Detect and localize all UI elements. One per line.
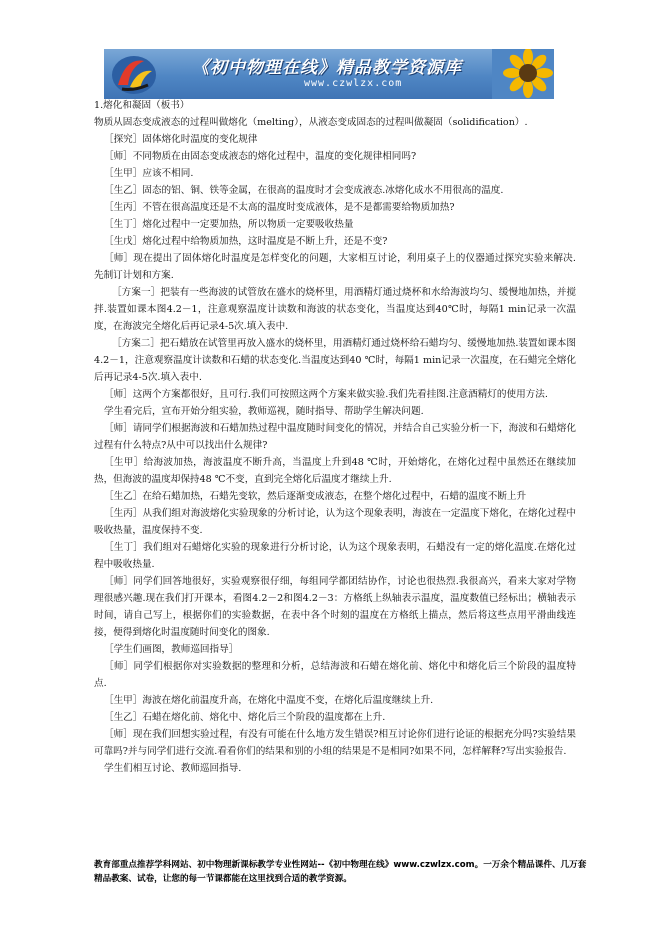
page-footer: 教育部重点推荐学科网站、初中物理新课标教学专业性网站--《初中物理在线》www.czwlzx.com。一万余个精品课件、几万套精品教案、试卷，让您的每一节课都能在这里找到合适的教学资源。 [94,860,587,884]
dialogue-line: ［生甲］给海波加热，海波温度不断升高，当温度上升到48 ℃时，开始熔化，在熔化过程中虽然还在继续加热，但海波的温度却保持48 ℃不变，直到完全熔化后温度才继续上升. [94,457,576,485]
plan-two-paragraph: ［方案二］把石蜡放在试管里再放入盛水的烧杯里，用酒精灯通过烧杯给石蜡均匀、缓慢地加热.装置如课本图4.2－1，注意观察温度计读数和石蜡的状态变化.当温度达到40 ℃时，每隔1 min记录一次温度，在石蜡完全熔化后再记录4-5次.填入表中. [94,338,576,383]
dialogue-line: ［生甲］海波在熔化前温度升高，在熔化中温度不变，在熔化后温度继续上升. [104,695,434,706]
dialogue-line: ［学生们画图，教师巡回指导］ [104,644,239,655]
dialogue-line: ［生乙］在给石蜡加热，石蜡先变软，然后逐渐变成液态，在整个熔化过程中，石蜡的温度不断上升 [104,491,527,502]
dialogue-line: ［生甲］应该不相同. [104,168,194,179]
dialogue-line: ［探究］固体熔化时温度的变化规律 [104,134,258,145]
dialogue-line: ［师］同学们回答地很好，实验观察很仔细，每组同学都团结协作，讨论也很热烈.我很高兴，看来大家对学物理很感兴趣.现在我们打开课本，看图4.2－2和图4.2－3：方格纸上纵轴表示温度，温度数值已经标出；横轴表示时间，请自己写上，根据你们的实验数据，在表中各个时刻的温度在方格纸上描点，然后将这些点用平滑曲线连接，便得到熔化时温度随时间变化的图象. [94,576,576,638]
dialogue-line: ［师］同学们根据你对实验数据的整理和分析，总结海波和石蜡在熔化前、熔化中和熔化后三个阶段的温度特点. [94,661,576,689]
dialogue-line: ［生乙］石蜡在熔化前、熔化中、熔化后三个阶段的温度都在上升. [104,712,386,723]
site-url[interactable]: www.czwlzx.com [304,78,403,89]
header-banner [104,49,554,99]
section-heading: 1.熔化和凝固（板书） [94,100,190,111]
dialogue-line: ［生丙］从我们组对海波熔化实验现象的分析讨论，认为这个现象表明，海波在一定温度下熔化，在熔化过程中吸收热量，温度保持不变. [94,508,576,536]
dialogue-line: ［师］现在提出了固体熔化时温度是怎样变化的问题，大家相互讨论，利用桌子上的仪器通过探究实验来解决.先制订计划和方案. [94,253,576,281]
dialogue-line: ［生丁］熔化过程中一定要加热，所以物质一定要吸收热量 [104,219,354,230]
dialogue-line: ［生丙］不管在很高温度还是不太高的温度时变成液体，是不是都需要给物质加热? [104,202,455,213]
site-logo-icon [108,51,160,97]
plan-one-paragraph: ［方案一］把装有一些海波的试管放在盛水的烧杯里，用酒精灯通过烧杯和水给海波均匀、缓慢地加热，并搅拌.装置如课本图4.2－1，注意观察温度计读数和海波的状态变化，当温度达到40℃时，每隔1 min记录一次温度，在海波完全熔化后再记录4-5次.填入表中. [94,287,576,332]
lesson-text [94,97,576,777]
narration-line: 学生们相互讨论、教师巡回指导. [104,763,242,774]
dialogue-line: ［师］这两个方案都很好，且可行.我们可按照这两个方案来做实验.我们先看挂图.注意酒精灯的使用方法. [104,389,548,400]
narration-line: 学生看完后，宣布开始分组实验，教师巡视，随时指导、帮助学生解决问题. [104,406,424,417]
dialogue-line: ［师］不同物质在由固态变成液态的熔化过程中，温度的变化规律相同吗? [104,151,417,162]
dialogue-line: ［生乙］固态的铝、铜、铁等金属，在很高的温度时才会变成液态.冰熔化成水不用很高的温度. [104,185,504,196]
sunflower-icon [492,49,554,99]
site-title: 《初中物理在线》精品教学资源库 [192,58,462,78]
dialogue-line: ［生戊］熔化过程中给物质加热，这时温度是不断上升，还是不变? [104,236,388,247]
dialogue-line: ［师］现在我们回想实验过程，有没有可能在什么地方发生错误?相互讨论你们进行论证的根据充分吗?实验结果可靠吗?并与同学们进行交流.看看你们的结果和别的小组的结果是不是相同?如果不同，怎样解释?写出实验报告. [94,729,576,757]
dialogue-line: ［师］请同学们根据海波和石蜡加热过程中温度随时间变化的情况，并结合自己实验分析一下，海波和石蜡熔化过程有什么特点?从中可以找出什么规律? [94,423,576,451]
definition-paragraph: 物质从固态变成液态的过程叫做熔化（melting），从液态变成固态的过程叫做凝固（solidification）. [94,117,528,128]
dialogue-line: ［生丁］我们组对石蜡熔化实验的现象进行分析讨论，认为这个现象表明，石蜡没有一定的熔化温度.在熔化过程中吸收热量. [94,542,576,570]
